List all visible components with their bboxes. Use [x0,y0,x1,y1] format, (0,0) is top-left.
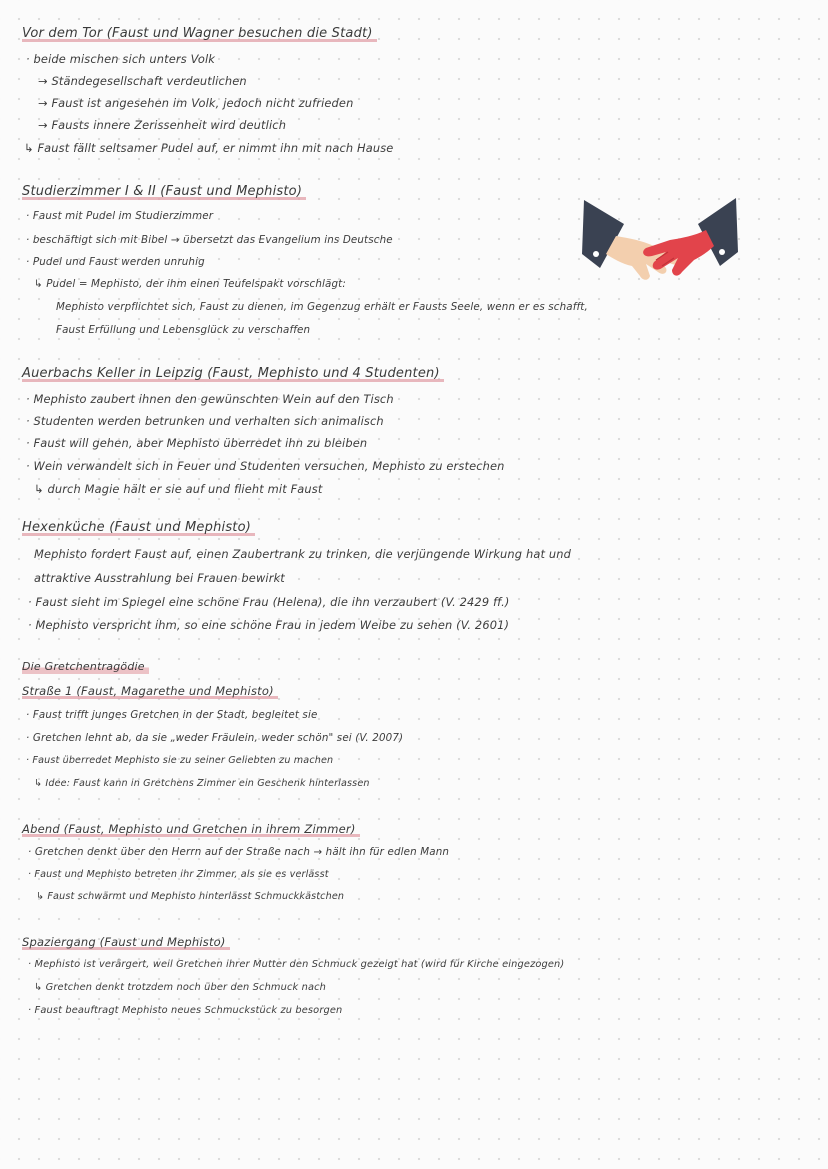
note-line: ↳ durch Magie hält er sie auf und flieht mit Faust [34,482,323,496]
note-line: · Gretchen lehnt ab, da sie „weder Fräulein, weder schön" sei (V. 2007) [26,732,404,744]
section-heading: Abend (Faust, Mephisto und Gretchen in ihrem Zimmer) [22,822,360,837]
chapter-title: Die Gretchentragödie [22,660,149,674]
note-line: · Mephisto zaubert ihnen den gewünschten Wein auf den Tisch [26,392,394,406]
note-line: · Faust mit Pudel im Studierzimmer [26,210,214,222]
note-line: ↳ Faust fällt seltsamer Pudel auf, er nimmt ihn mit nach Hause [24,141,394,155]
note-line: · Studenten werden betrunken und verhalten sich animalisch [26,414,384,428]
note-line: · Faust beauftragt Mephisto neues Schmuckstück zu besorgen [28,1005,343,1016]
note-line: · Faust will gehen, aber Mephisto überredet ihn zu bleiben [26,436,368,450]
note-line: attraktive Ausstrahlung bei Frauen bewirkt [34,571,285,585]
note-line: ↳ Pudel = Mephisto, der ihm einen Teufelspakt vorschlägt: [34,278,346,290]
note-line: · Wein verwandelt sich in Feuer und Studenten versuchen, Mephisto zu erstechen [26,459,505,473]
section-heading: Spaziergang (Faust und Mephisto) [22,935,230,950]
section-heading: Studierzimmer I & II (Faust und Mephisto) [22,184,306,200]
note-line: · Gretchen denkt über den Herrn auf der Straße nach → hält ihn für edlen Mann [28,846,450,858]
note-line: · Faust trifft junges Gretchen in der Stadt, begleitet sie [26,709,318,721]
note-line: · beide mischen sich unters Volk [26,52,216,66]
note-line: · Mephisto verspricht ihm, so eine schöne Frau in jedem Weibe zu sehen (V. 2601) [28,618,510,632]
note-line: Mephisto verpflichtet sich, Faust zu dienen, im Gegenzug erhält er Fausts Seele, wenn er es schafft, [56,301,588,313]
note-line: · Faust überredet Mephisto sie zu seiner Geliebten zu machen [26,755,334,766]
note-line: ↳ Gretchen denkt trotzdem noch über den Schmuck nach [34,982,327,993]
note-line: · Mephisto ist verärgert, weil Gretchen ihrer Mutter den Schmuck gezeigt hat (wird für Kirche eingezogen) [28,959,565,970]
section-heading: Straße 1 (Faust, Magarethe und Mephisto) [22,684,278,699]
section-heading: Vor dem Tor (Faust und Wagner besuchen die Stadt) [22,26,377,42]
handshake-icon [582,196,740,292]
note-line: ↳ Faust schwärmt und Mephisto hinterlässt Schmuckkästchen [36,891,345,902]
section-heading: Auerbachs Keller in Leipzig (Faust, Mephisto und 4 Studenten) [22,366,444,382]
note-line: → Faust ist angesehen im Volk, jedoch nicht zufrieden [38,96,354,110]
note-line: Mephisto fordert Faust auf, einen Zaubertrank zu trinken, die verjüngende Wirkung hat und [34,547,571,561]
note-line: · Faust sieht im Spiegel eine schöne Frau (Helena), die ihn verzaubert (V. 2429 ff.) [28,595,510,609]
note-line: ↳ Idee: Faust kann in Gretchens Zimmer ein Geschenk hinterlassen [34,778,370,789]
section-heading: Hexenküche (Faust und Mephisto) [22,520,255,536]
note-line: · Faust und Mephisto betreten ihr Zimmer, als sie es verlässt [28,869,329,880]
note-line: → Ständegesellschaft verdeutlichen [38,74,247,88]
note-line: · beschäftigt sich mit Bibel → übersetzt das Evangelium ins Deutsche [26,234,393,246]
note-line: · Pudel und Faust werden unruhig [26,256,205,268]
note-line: → Fausts innere Zerissenheit wird deutlich [38,118,287,132]
note-line: Faust Erfüllung und Lebensglück zu verschaffen [56,324,311,336]
